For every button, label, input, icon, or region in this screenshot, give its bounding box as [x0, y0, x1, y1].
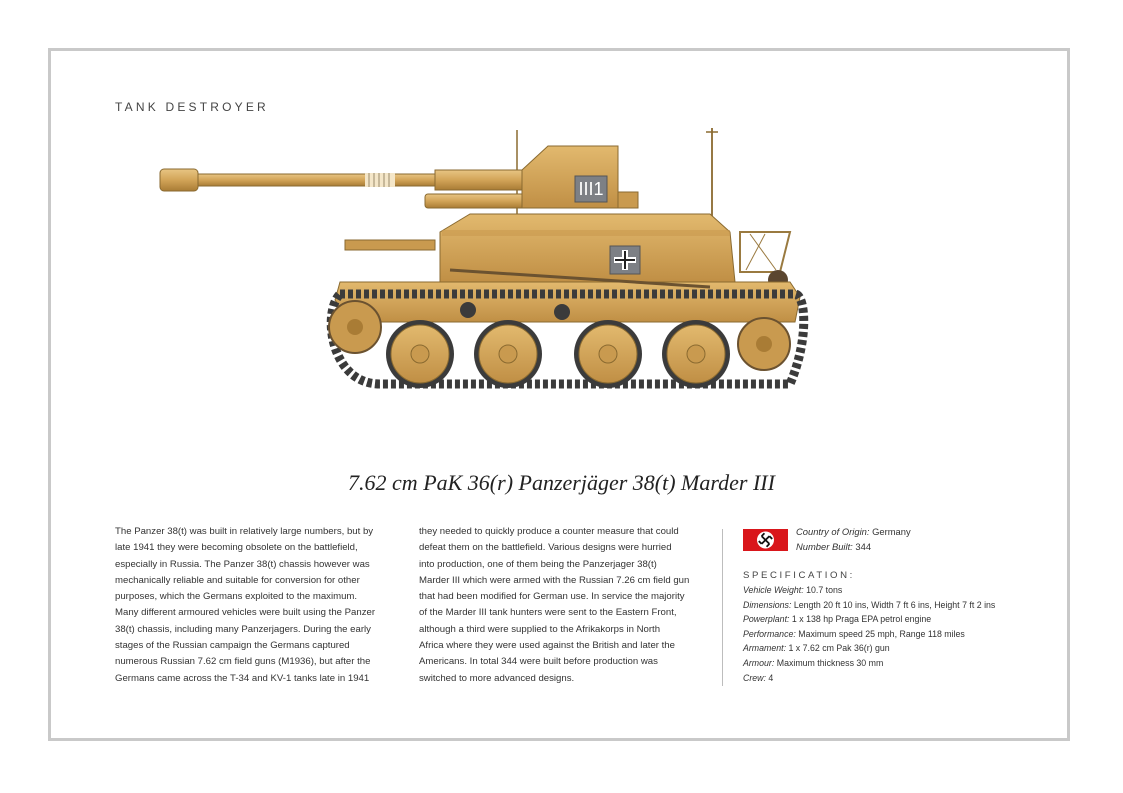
description-line: switched to more advanced designs. [419, 672, 575, 684]
description-line: stages of the Russian campaign the Germans captured [115, 640, 350, 652]
description-line: Many different armoured vehicles were built using the Panzer [115, 607, 376, 619]
description-column-1 [115, 524, 395, 687]
category-label: TANK DESTROYER [115, 100, 269, 114]
description-line: Germans came across the T-34 and KV-1 tanks late in 1941 [115, 672, 370, 684]
origin-info [796, 524, 911, 554]
spec-armour: Armour: Maximum thickness 30 mm [743, 657, 884, 668]
tank-illustration [150, 122, 810, 412]
description-line: they needed to quickly produce a counter measure that could [419, 526, 679, 537]
spec-dimensions: Dimensions: Length 20 ft 10 ins, Width 7 ft 6 ins, Height 7 ft 2 ins [743, 599, 996, 610]
description-line: The Panzer 38(t) was built in relatively large numbers, but by [115, 526, 374, 537]
vehicle-title: 7.62 cm PaK 36(r) Panzerjäger 38(t) Marder III [348, 470, 775, 495]
description-line: mechanically reliable and suitable for conversion for other [115, 574, 360, 586]
description-line: Africa where they were used against the British and later the [419, 640, 675, 652]
country-of-origin: Country of Origin: Germany [796, 526, 911, 537]
description-line: numerous Russian 7.62 cm field guns (M1936), but after the [115, 656, 371, 668]
spec-powerplant: Powerplant: 1 x 138 hp Praga EPA petrol engine [743, 614, 932, 625]
description-line: of the Marder III tank hunters were sent to the Eastern Front, [419, 607, 677, 619]
description-column-2 [419, 524, 711, 687]
number-built: Number Built: 344 [796, 541, 872, 552]
description-line: purposes, which the Germans exploited to the maximum. [115, 591, 358, 603]
german-flag-icon [743, 529, 788, 551]
spec-performance: Performance: Maximum speed 25 mph, Range 118 miles [743, 628, 965, 639]
spec-vehicle-weight: Vehicle Weight: 10.7 tons [743, 585, 843, 595]
description-line: into production, one of them being the Panzerjager 38(t) [419, 558, 657, 570]
description-line: Marder III which were armed with the Russian 7.26 cm field gun [419, 574, 690, 586]
spec-crew: Crew: 4 [743, 672, 774, 683]
specification-heading: SPECIFICATION: [743, 570, 855, 581]
description-line: that had been modified for German use. In service the majority [419, 591, 685, 603]
description-line: Americans. In total 344 were built before production was [419, 656, 658, 668]
description-line: 38(t) chassis, including many Panzerjagers. During the early [115, 623, 371, 635]
description-line: late 1941 they were becoming obsolete on the battlefield, [115, 542, 358, 554]
spec-armament: Armament: 1 x 7.62 cm Pak 36(r) gun [743, 643, 890, 654]
gun-barrel [160, 169, 535, 208]
column-divider [722, 529, 723, 686]
specification-list [743, 583, 995, 685]
description-line: defeat them on the battlefield. Various designs were hurried [419, 542, 672, 554]
description-line: although a third were supplied to the Afrikakorps in North [419, 623, 661, 635]
road-wheels [386, 320, 730, 388]
turret-number: III1 [578, 179, 604, 199]
description-line: especially in Russia. The Panzer 38(t) chassis however was [115, 558, 370, 570]
